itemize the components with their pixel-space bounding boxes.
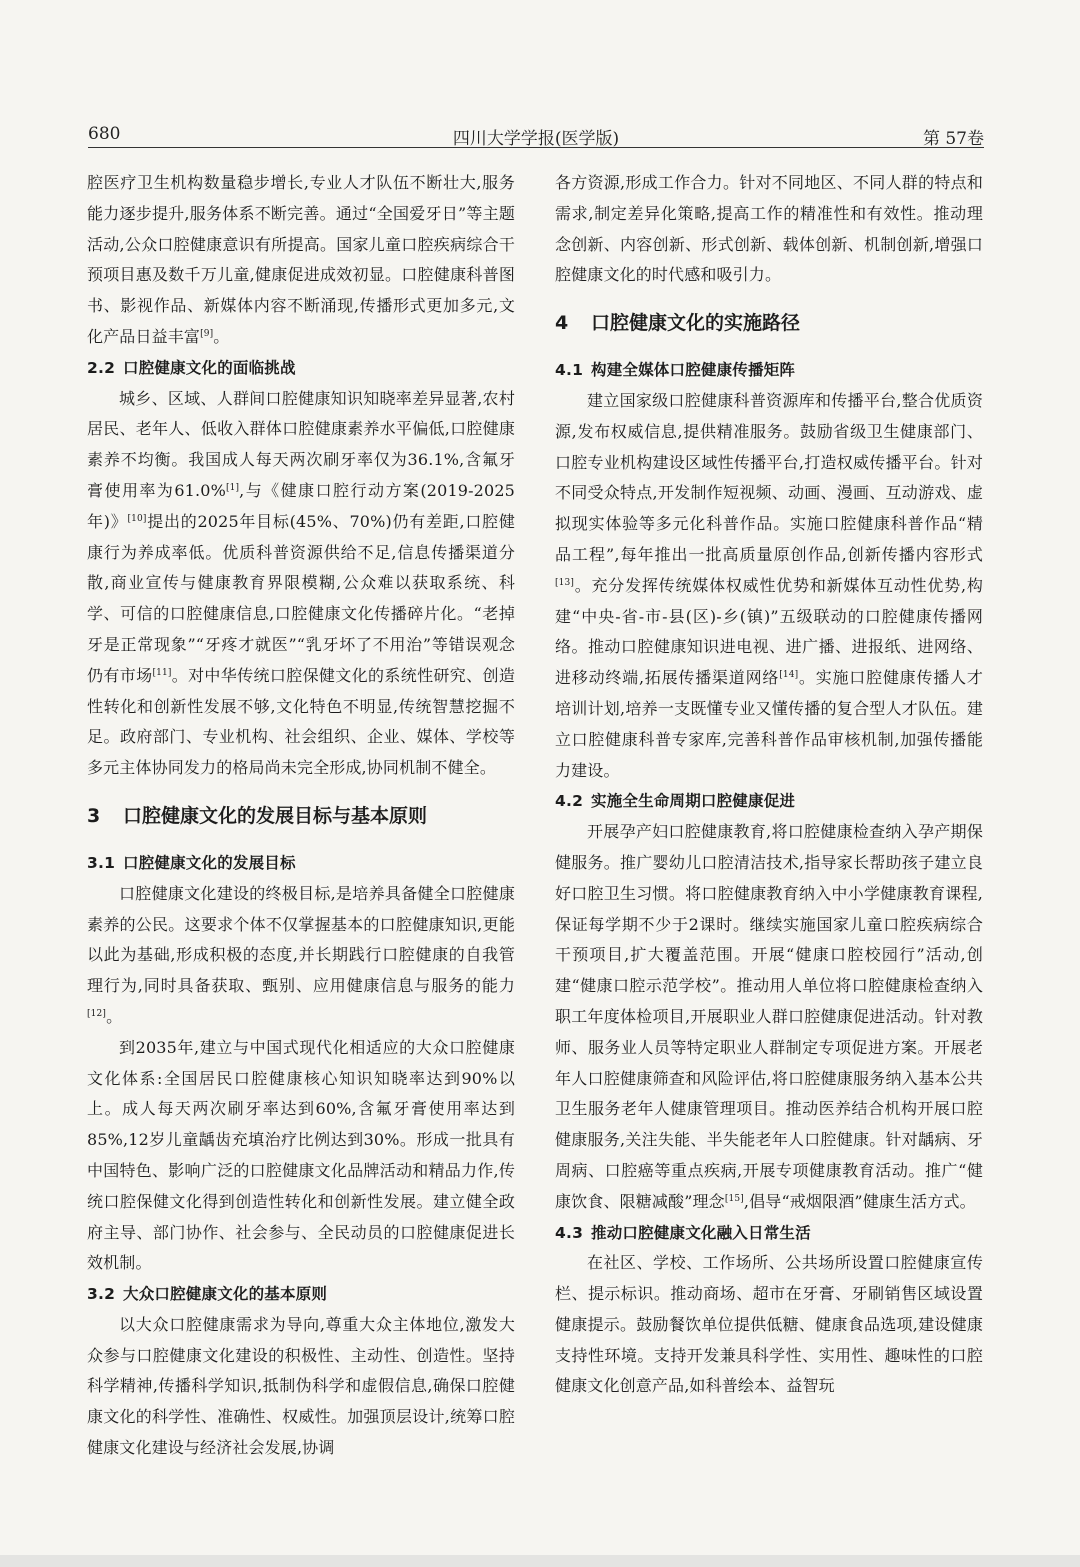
page-number: 680: [88, 124, 121, 144]
right-column: [555, 168, 983, 1402]
page-bottom-strip: [0, 1555, 1080, 1567]
paragraph-life-cycle: 开展孕产妇口腔健康教育,将口腔健康检查纳入孕产期保健服务。推广婴幼儿口腔清洁技术,指导家长帮助孩子建立良好口腔卫生习惯。将口腔健康教育纳入中小学健康教育课程,保证每学期不少于2课时。继续实施国家儿童口腔疾病综合干预项目,扩大覆盖范围。开展“健康口腔校园行”活动,创建“健康口腔示范学校”。推动用人单位将口腔健康检查纳入职工年度体检项目,开展职业人群口腔健康促进活动。针对教师、服务业人员等特定职业人群制定专项促进方案。开展老年人口腔健康筛查和风险评估,将口腔健康服务纳入基本公共卫生服务老年人健康管理项目。推动医养结合机构开展口腔健康服务,关注失能、半失能老年人口腔健康。针对龋病、牙周病、口腔癌等重点疾病,开展专项健康教育活动。推广“健康饮食、限糖减酸”理念[15],倡导“戒烟限酒”健康生活方式。: [555, 822, 983, 1211]
citation-ref[interactable]: [1]: [225, 482, 240, 493]
citation-ref[interactable]: [9]: [200, 328, 214, 339]
journal-title: 四川大学学报(医学版): [452, 129, 620, 149]
citation-ref[interactable]: [11]: [152, 667, 172, 678]
section-3-2-heading: 3.2 大众口腔健康文化的基本原则: [87, 1285, 328, 1304]
volume-label: 第 57卷: [922, 129, 984, 149]
citation-ref[interactable]: [13]: [555, 577, 575, 588]
left-column: [87, 168, 515, 1464]
section-4-3-heading: 4.3 推动口腔健康文化融入日常生活: [555, 1223, 811, 1242]
section-4-1-heading: 4.1 构建全媒体口腔健康传播矩阵: [555, 361, 796, 380]
running-header: [88, 118, 984, 148]
citation-ref[interactable]: [15]: [724, 1193, 744, 1204]
citation-ref[interactable]: [12]: [87, 1008, 107, 1019]
section-3-1-heading: 3.1 口腔健康文化的发展目标: [87, 853, 296, 872]
section-3-heading: 3 口腔健康文化的发展目标与基本原则: [87, 804, 428, 827]
paragraph-continued: 各方资源,形成工作合力。针对不同地区、不同人群的特点和需求,制定差异化策略,提高工作的精准性和有效性。推动理念创新、内容创新、形式创新、载体创新、机制创新,增强口腔健康文化的时代感和吸引力。: [555, 173, 983, 285]
paragraph-daily-life: 在社区、学校、工作场所、公共场所设置口腔健康宣传栏、提示标识。推动商场、超市在牙膏、牙刷销售区域设置健康提示。鼓励餐饮单位提供低糖、健康食品选项,建设健康支持性环境。支持开发兼具科学性、实用性、趣味性的口腔健康文化创意产品,如科普绘本、益智玩: [555, 1253, 983, 1396]
paragraph-challenges: 城乡、区域、人群间口腔健康知识知晓率差异显著,农村居民、老年人、低收入群体口腔健康素养水平偏低,口腔健康素养不均衡。我国成人每天两次刷牙率仅为36.1%,含氟牙膏使用率为61.0%[1],与《健康口腔行动方案(2019-2025年)》[10]提出的2025年目标(45%、70%)仍有差距,口腔健康行为养成率低。优质科普资源供给不足,信息传播渠道分散,商业宣传与健康教育界限模糊,公众难以获取系统、科学、可信的口腔健康信息,口腔健康文化传播碎片化。“老掉牙是正常现象”“牙疼才就医”“乳牙坏了不用治”等错误观念仍有市场[11]。对中华传统口腔保健文化的系统性研究、创造性转化和创新性发展不够,文化特色不明显,传统智慧挖掘不足。政府部门、专业机构、社会组织、企业、媒体、学校等多元主体协同发力的格局尚未完全形成,协同机制不健全。: [87, 388, 515, 778]
section-2-2-heading: 2.2 口腔健康文化的面临挑战: [87, 358, 296, 377]
paragraph-continued: 腔医疗卫生机构数量稳步增长,专业人才队伍不断壮大,服务能力逐步提升,服务体系不断完善。通过“全国爱牙日”等主题活动,公众口腔健康意识有所提高。国家儿童口腔疾病综合干预项目惠及数千万儿童,健康促进成效初显。口腔健康科普图书、影视作品、新媒体内容不断涌现,传播形式更加多元,文化产品日益丰富[9]。: [87, 173, 515, 346]
section-4-2-heading: 4.2 实施全生命周期口腔健康促进: [555, 792, 796, 811]
paragraph-goal: 口腔健康文化建设的终极目标,是培养具备健全口腔健康素养的公民。这要求个体不仅掌握基本的口腔健康知识,更能以此为基础,形成积极的态度,并长期践行口腔健康的自我管理行为,同时具备获取、甄别、应用健康信息与服务的能力[12]。: [87, 883, 515, 1026]
citation-ref[interactable]: [14]: [779, 670, 799, 681]
citation-ref[interactable]: [10]: [127, 513, 147, 524]
paragraph-media-matrix: 建立国家级口腔健康科普资源库和传播平台,整合优质资源,发布权威信息,提供精准服务。鼓励省级卫生健康部门、口腔专业机构建设区域性传播平台,打造权威传播平台。针对不同受众特点,开发制作短视频、动画、漫画、互动游戏、虚拟现实体验等多元化科普作品。实施口腔健康科普作品“精品工程”,每年推出一批高质量原创作品,创新传播内容形式[13]。充分发挥传统媒体权威性优势和新媒体互动性优势,构建“中央-省-市-县(区)-乡(镇)”五级联动的口腔健康传播网络。推动口腔健康知识进电视、进广播、进报纸、进网络、进移动终端,拓展传播渠道网络[14]。实施口腔健康传播人才培训计划,培养一支既懂专业又懂传播的复合型人才队伍。建立口腔健康科普专家库,完善科普作品审核机制,加强传播能力建设。: [555, 390, 984, 780]
section-4-heading: 4 口腔健康文化的实施路径: [555, 312, 801, 335]
paragraph-2035-targets: 到2035年,建立与中国式现代化相适应的大众口腔健康文化体系:全国居民口腔健康核心知识知晓率达到90%以上。成人每天两次刷牙率达到60%,含氟牙膏使用率达到85%,12岁儿童龋齿充填治疗比例达到30%。形成一批具有中国特色、影响广泛的口腔健康文化品牌活动和精品力作,传统口腔保健文化得到创造性转化和创新性发展。建立健全政府主导、部门协作、社会参与、全民动员的口腔健康促进长效机制。: [87, 1037, 515, 1273]
header-rule: [88, 147, 984, 148]
paragraph-principles: 以大众口腔健康需求为导向,尊重大众主体地位,激发大众参与口腔健康文化建设的积极性、主动性、创造性。坚持科学精神,传播科学知识,抵制伪科学和虚假信息,确保口腔健康文化的科学性、准确性、权威性。加强顶层设计,统筹口腔健康文化建设与经济社会发展,协调: [87, 1314, 515, 1458]
